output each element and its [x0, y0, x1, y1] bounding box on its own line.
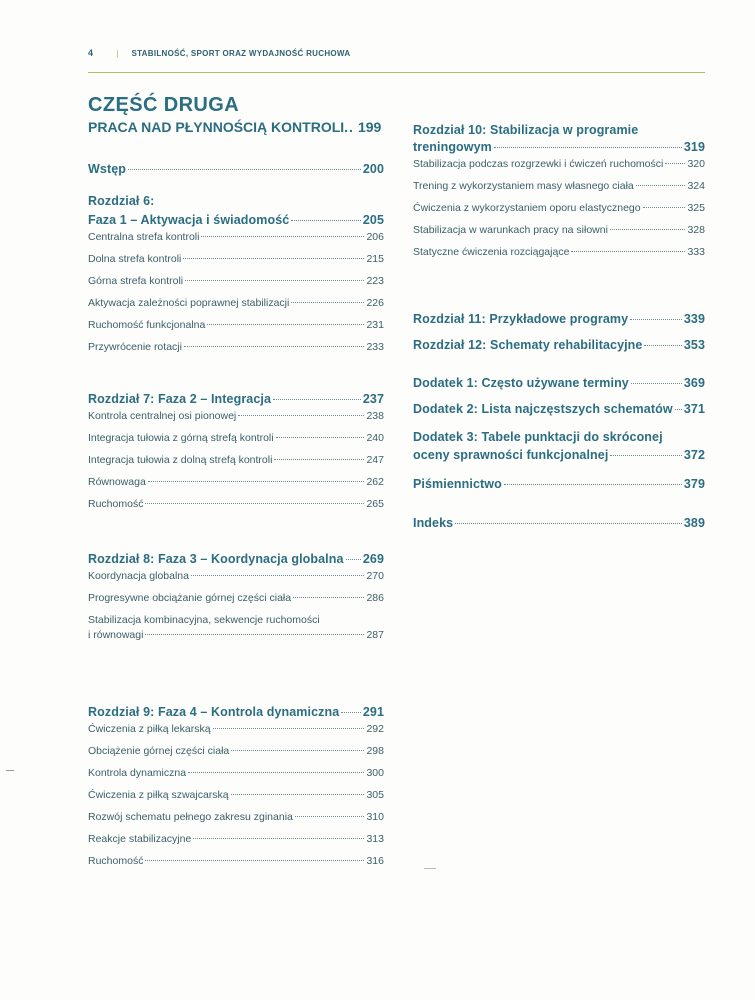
toc-item[interactable]: [88, 498, 384, 511]
dots: [145, 503, 364, 504]
page-ref: 319: [683, 140, 705, 154]
dots: [274, 459, 364, 460]
page-ref: 206: [366, 231, 384, 243]
page-ref: 328: [687, 224, 705, 236]
entry-label: Stabilizacja w warunkach pracy na siłowni: [413, 224, 608, 236]
toc-item[interactable]: [88, 767, 384, 780]
entry-label: Dolna strefa kontroli: [88, 253, 182, 265]
dots: [346, 559, 361, 560]
dots: [191, 575, 364, 576]
page-ref: 291: [362, 705, 384, 719]
part-subtitle: PRACA NAD PŁYNNOŚCIĄ KONTROLI: [88, 119, 345, 135]
dots: [193, 838, 364, 839]
index-heading[interactable]: [413, 515, 705, 531]
dots: [630, 319, 682, 320]
dots: [183, 258, 364, 259]
entry-label: Dodatek 1: Często używane terminy: [413, 376, 629, 390]
page-ref: 265: [366, 498, 384, 510]
page-ref: 269: [362, 552, 384, 566]
toc-left-column: [88, 94, 384, 868]
appendix-3: [413, 429, 705, 463]
chapter-6-heading-line1[interactable]: Rozdział 6:: [88, 194, 155, 208]
page-ref: 320: [687, 158, 705, 170]
page-ref: 324: [687, 180, 705, 192]
page-ref: 313: [366, 833, 384, 845]
toc-item[interactable]: [88, 476, 384, 489]
dots: [185, 280, 364, 281]
toc-item[interactable]: [88, 789, 384, 802]
dots: [644, 345, 681, 346]
toc-item[interactable]: [413, 202, 705, 215]
entry-label: Reakcje stabilizacyjne: [88, 833, 192, 845]
chapter-7-heading[interactable]: [88, 391, 384, 407]
entry-label: Centralna strefa kontroli: [88, 231, 200, 243]
dots: [145, 634, 364, 635]
dots: [291, 302, 364, 303]
toc-item[interactable]: [413, 180, 705, 193]
chapter-9-heading[interactable]: [88, 704, 384, 720]
entry-label: Górna strefa kontroli: [88, 275, 184, 287]
dots: [341, 712, 361, 713]
toc-item[interactable]: [88, 745, 384, 758]
toc-item[interactable]: [88, 592, 384, 605]
bibliography-heading[interactable]: [413, 476, 705, 492]
page-ref: 292: [366, 723, 384, 735]
toc-item[interactable]: [413, 158, 705, 171]
page-ref: 310: [366, 811, 384, 823]
entry-label: Aktywacja zależności poprawnej stabilizacji: [88, 297, 290, 309]
page-ref: 339: [683, 312, 705, 326]
entry-label: Ćwiczenia z piłką szwajcarską: [88, 789, 229, 801]
appendix-2-heading[interactable]: [413, 401, 705, 417]
toc-right-column: [413, 94, 705, 531]
entry-label: Kontrola centralnej osi pionowej: [88, 410, 237, 422]
dots: [293, 597, 364, 598]
entry-label: Indeks: [413, 516, 454, 530]
dots: [184, 346, 365, 347]
header-rule: [88, 72, 705, 73]
chapter-8: [88, 551, 384, 642]
chapter-12-heading[interactable]: [413, 337, 705, 353]
header-separator: |: [116, 49, 119, 58]
page-ref: 233: [366, 341, 384, 353]
page-ref: 199: [357, 119, 382, 135]
page-ref: 240: [366, 432, 384, 444]
entry-label: Integracja tułowia z dolną strefą kontroli: [88, 454, 273, 466]
dots: [571, 251, 685, 252]
toc-item[interactable]: [88, 410, 384, 423]
entry-label: Rozdział 8: Faza 3 – Koordynacja globalna: [88, 552, 344, 566]
entry-label: Kontrola dynamiczna: [88, 767, 187, 779]
chapter-10-heading-line1[interactable]: Rozdział 10: Stabilizacja w programie: [413, 123, 639, 137]
toc-item[interactable]: [88, 231, 384, 244]
toc-item[interactable]: [88, 275, 384, 288]
running-header: [88, 48, 705, 58]
page-ref: 333: [687, 246, 705, 258]
page-ref: 262: [366, 476, 384, 488]
page-ref: 379: [683, 477, 705, 491]
page-ref: 371: [683, 402, 705, 416]
running-title: STABILNOŚĆ, SPORT ORAZ WYDAJNOŚĆ RUCHOWA: [131, 49, 351, 58]
toc-item[interactable]: [88, 833, 384, 846]
dots: [213, 728, 365, 729]
entry-label: Ruchomość: [88, 855, 144, 867]
chapter-8-heading[interactable]: [88, 551, 384, 567]
page-ref: 215: [366, 253, 384, 265]
toc-item[interactable]: [88, 319, 384, 332]
chapter-11-heading[interactable]: [413, 311, 705, 327]
dots: [610, 229, 686, 230]
toc-item[interactable]: [88, 570, 384, 583]
entry-label: Piśmiennictwo: [413, 477, 502, 491]
appendix-1-heading[interactable]: [413, 375, 705, 391]
page-ref: 353: [683, 338, 705, 352]
entry-label: Przywrócenie rotacji: [88, 341, 182, 353]
entry-label: Ćwiczenia z piłką lekarską: [88, 723, 211, 735]
entry-label: treningowym: [413, 140, 492, 154]
entry-label-line1: Stabilizacja kombinacyjna, sekwencje ruchomości: [88, 614, 320, 626]
dots: [291, 220, 361, 221]
toc-item[interactable]: [88, 432, 384, 445]
entry-label: Rozwój schematu pełnego zakresu zginania: [88, 811, 293, 823]
dots: [665, 163, 685, 164]
dots: [504, 484, 682, 485]
entry-label: Ruchomość funkcjonalna: [88, 319, 206, 331]
toc-entry-intro[interactable]: [88, 161, 384, 177]
dots: [231, 750, 364, 751]
page-number: 4: [88, 48, 94, 58]
page-ref: 200: [362, 162, 384, 176]
page-ref: 316: [366, 855, 384, 867]
page-ref: 270: [366, 570, 384, 582]
entry-label: Rozdział 12: Schematy rehabilitacyjne: [413, 338, 643, 352]
entry-label: Równowaga: [88, 476, 146, 488]
toc-item[interactable]: [88, 253, 384, 266]
entry-label: Koordynacja globalna: [88, 570, 189, 582]
page-ref: 226: [366, 297, 384, 309]
page-ref: 372: [683, 448, 705, 462]
dots: [455, 523, 682, 524]
appendix-3-heading[interactable]: [413, 447, 705, 463]
chapter-7: [88, 391, 384, 511]
page-ref: 305: [366, 789, 384, 801]
entry-label: Stabilizacja podczas rozgrzewki i ćwiczeń ruchomości: [413, 158, 664, 170]
page-ref: 389: [683, 516, 705, 530]
entry-label: Faza 1 – Aktywacja i świadomość: [88, 213, 290, 227]
entry-label: Statyczne ćwiczenia rozciągające: [413, 246, 570, 258]
dots: [636, 185, 686, 186]
entry-label: Rozdział 11: Przykładowe programy: [413, 312, 629, 326]
appendix-3-heading-line1[interactable]: Dodatek 3: Tabele punktacji do skróconej: [413, 430, 663, 444]
entry-label: Integracja tułowia z górną strefą kontroli: [88, 432, 274, 444]
page-ref: 286: [366, 592, 384, 604]
dots: [643, 207, 686, 208]
entry-label: Progresywne obciążanie górnej części ciała: [88, 592, 292, 604]
dots: [610, 455, 681, 456]
toc-item[interactable]: [88, 723, 384, 736]
page-ref: 369: [683, 376, 705, 390]
dots: [276, 437, 365, 438]
page-ref: 223: [366, 275, 384, 287]
page-ref: 237: [362, 392, 384, 406]
page-ref: 247: [366, 454, 384, 466]
toc-item[interactable]: [88, 297, 384, 310]
dots: [201, 236, 364, 237]
chapter-6: [88, 193, 384, 354]
entry-label: Rozdział 7: Faza 2 – Integracja: [88, 392, 272, 406]
chapter-9: [88, 704, 384, 868]
dots: [148, 481, 365, 482]
dots: [295, 816, 365, 817]
chapter-10: [413, 122, 705, 259]
dots: [631, 383, 682, 384]
page-ref: 238: [366, 410, 384, 422]
toc-item[interactable]: [413, 224, 705, 237]
toc-item[interactable]: [88, 855, 384, 868]
entry-label: Ruchomość: [88, 498, 144, 510]
dots: [238, 415, 364, 416]
dots: [273, 399, 361, 400]
chapter-6-heading[interactable]: [88, 212, 384, 228]
page-ref: 231: [366, 319, 384, 331]
entry-label: Wstęp: [88, 162, 126, 176]
dots: [128, 169, 361, 170]
part-title: CZĘŚĆ DRUGA: [88, 94, 240, 116]
entry-label: Ćwiczenia z wykorzystaniem oporu elastycznego: [413, 202, 641, 214]
entry-label: Obciążenie górnej części ciała: [88, 745, 230, 757]
part-subtitle-row[interactable]: [88, 118, 384, 136]
dots: ..: [344, 119, 354, 135]
toc-item-multiline[interactable]: [88, 614, 384, 642]
chapter-10-heading[interactable]: [413, 139, 705, 155]
dots: [231, 794, 365, 795]
entry-label: Dodatek 2: Lista najczęstszych schematów: [413, 402, 673, 416]
entry-label-line2: i równowagi: [88, 629, 144, 641]
entry-label: Trening z wykorzystaniem masy własnego ciała: [413, 180, 634, 192]
entry-label: oceny sprawności funkcjonalnej: [413, 448, 609, 462]
toc-item[interactable]: [413, 246, 705, 259]
page-ref: 325: [687, 202, 705, 214]
page-ref: 287: [366, 629, 384, 641]
page-ref: 298: [366, 745, 384, 757]
toc-item[interactable]: [88, 454, 384, 467]
dots: [188, 772, 364, 773]
page-ref: 300: [366, 767, 384, 779]
dots: [675, 409, 682, 410]
scan-mark: [424, 868, 436, 869]
dots: [494, 147, 682, 148]
page-ref: 205: [362, 213, 384, 227]
scan-mark: [6, 770, 14, 771]
toc-item[interactable]: [88, 341, 384, 354]
dots: [145, 860, 364, 861]
entry-label: Rozdział 9: Faza 4 – Kontrola dynamiczna: [88, 705, 340, 719]
dots: [207, 324, 364, 325]
toc-item[interactable]: [88, 811, 384, 824]
